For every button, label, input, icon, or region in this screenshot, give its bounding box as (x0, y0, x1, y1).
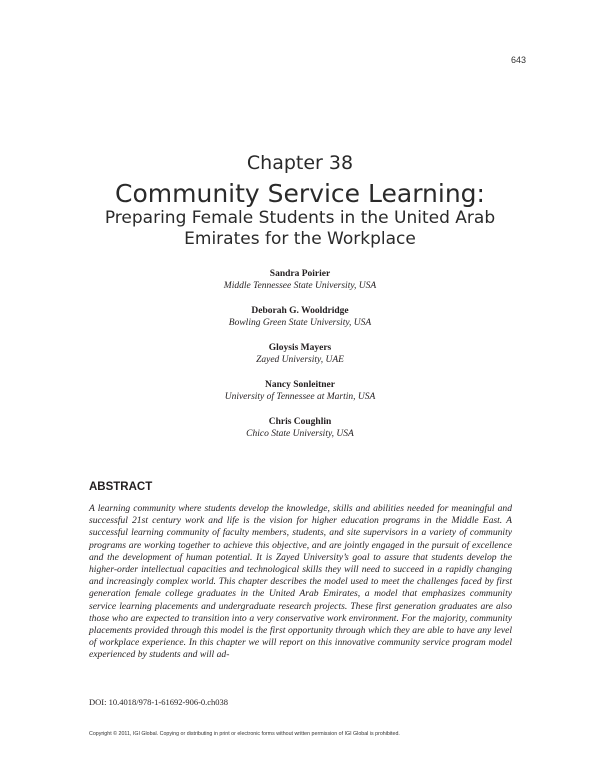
author-affiliation: Chico State University, USA (246, 428, 354, 439)
author-block (0, 343, 600, 366)
author-block (0, 306, 600, 329)
author-list (0, 269, 600, 454)
author-block (0, 380, 600, 403)
author-affiliation: Middle Tennessee State University, USA (223, 280, 377, 291)
abstract-heading: ABSTRACT (89, 481, 153, 493)
author-name: Chris Coughlin (268, 417, 332, 427)
author-name: Sandra Poirier (269, 269, 331, 279)
chapter-subtitle: Preparing Female Students in the United Arab Emirates for the Workplace (104, 208, 496, 249)
author-affiliation: Zayed University, UAE (256, 354, 344, 365)
author-block (0, 417, 600, 440)
abstract-body: A learning community where students develop the knowledge, skills and abilities needed for meaningful and successful 21st century work and life is the vision for higher education programs in the Middle East. A successful learning community of faculty members, students, and site supervisors in a variety of community programs are working together to achieve this objective, and are jointly engaged in the pursuit of excellence and the development of human potential. It is Zayed University’s goal to assure that students develop the higher-order intellectual capacities and technological skills they will need to succeed in a rapidly changing and increasingly complex world. This chapter describes the model used to meet the challenges faced by first generation female college graduates in the United Arab Emirates, a model that emphasizes community service learning placements and undergraduate research projects. These first generation graduates are also those who are expected to transition into a very conservative work environment. For the majority, community placements provided through this model is the first opportunity through which they are able to have any level of workplace experience. In this chapter we will report on this innovative community service program model experienced by students and will ad- (89, 503, 512, 661)
author-block (0, 269, 600, 292)
author-name: Nancy Sonleitner (265, 380, 335, 390)
chapter-title: Community Service Learning: (115, 179, 485, 208)
author-affiliation: University of Tennessee at Martin, USA (224, 391, 376, 402)
copyright-notice: Copyright © 2011, IGI Global. Copying or distributing in print or electronic forms without written permission of IGI Global is prohibited. (89, 731, 400, 737)
author-name: Deborah G. Wooldridge (251, 306, 349, 316)
page-number: 643 (510, 55, 526, 65)
doi: DOI: 10.4018/978-1-61692-906-0.ch038 (89, 697, 229, 707)
author-name: Gloysis Mayers (268, 343, 332, 353)
chapter-label: Chapter 38 (246, 152, 354, 174)
author-affiliation: Bowling Green State University, USA (228, 317, 372, 328)
